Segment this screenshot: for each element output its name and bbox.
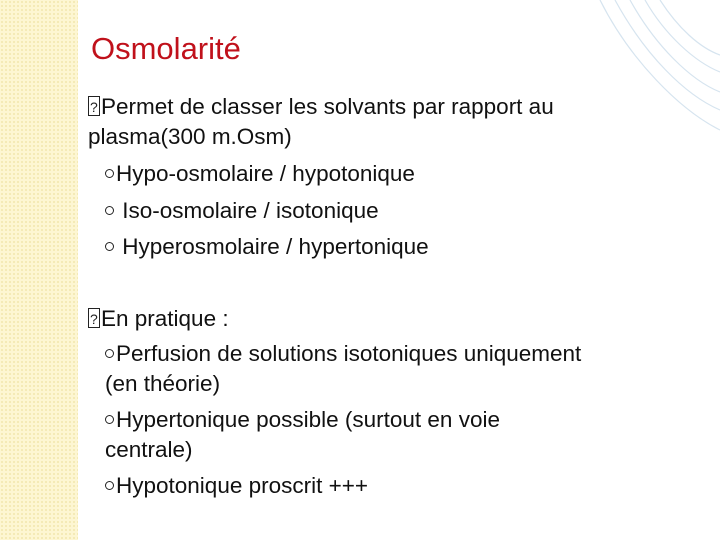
- circle-bullet-icon: [105, 169, 114, 178]
- sub-bullet-line: [105, 156, 415, 192]
- page-title: Osmolarité: [91, 31, 241, 66]
- section1-item-1: Hypo-osmolaire / hypotonique: [116, 161, 415, 186]
- section1-lead-line2: plasma(300 m.Osm): [88, 124, 292, 149]
- circle-bullet-icon: [105, 349, 114, 358]
- section2-item-1-line1: Perfusion de solutions isotoniques uniquement: [116, 341, 582, 366]
- section1-item-2: Iso-osmolaire / isotonique: [116, 198, 379, 223]
- section2-item-2-line1: Hypertonique possible (surtout en voie: [116, 407, 500, 432]
- decorative-left-band: [0, 0, 78, 540]
- circle-bullet-icon: [105, 481, 114, 490]
- bullet-continuation: [88, 119, 292, 155]
- sub-bullet-line: [105, 468, 368, 504]
- decorative-arcs: [560, 0, 720, 190]
- section2-item-2-line2: centrale): [105, 437, 193, 462]
- missing-glyph-icon: [88, 96, 100, 116]
- sub-bullet-line: [105, 229, 429, 265]
- sub-bullet-line: [105, 193, 379, 229]
- circle-bullet-icon: [105, 242, 114, 251]
- sub-bullet-continuation: [105, 366, 220, 402]
- bullet-line: [88, 301, 229, 337]
- circle-bullet-icon: [105, 415, 114, 424]
- missing-glyph-icon: [88, 308, 100, 328]
- section2-item-3-line1: Hypotonique proscrit +++: [116, 473, 369, 498]
- section2-item-1-line2: (en théorie): [105, 371, 221, 396]
- section1-item-3: Hyperosmolaire / hypertonique: [116, 234, 429, 259]
- section2-lead: En pratique :: [101, 306, 229, 331]
- section1-lead-line1: Permet de classer les solvants par rapport au: [101, 94, 554, 119]
- circle-bullet-icon: [105, 206, 114, 215]
- sub-bullet-continuation: [105, 432, 193, 468]
